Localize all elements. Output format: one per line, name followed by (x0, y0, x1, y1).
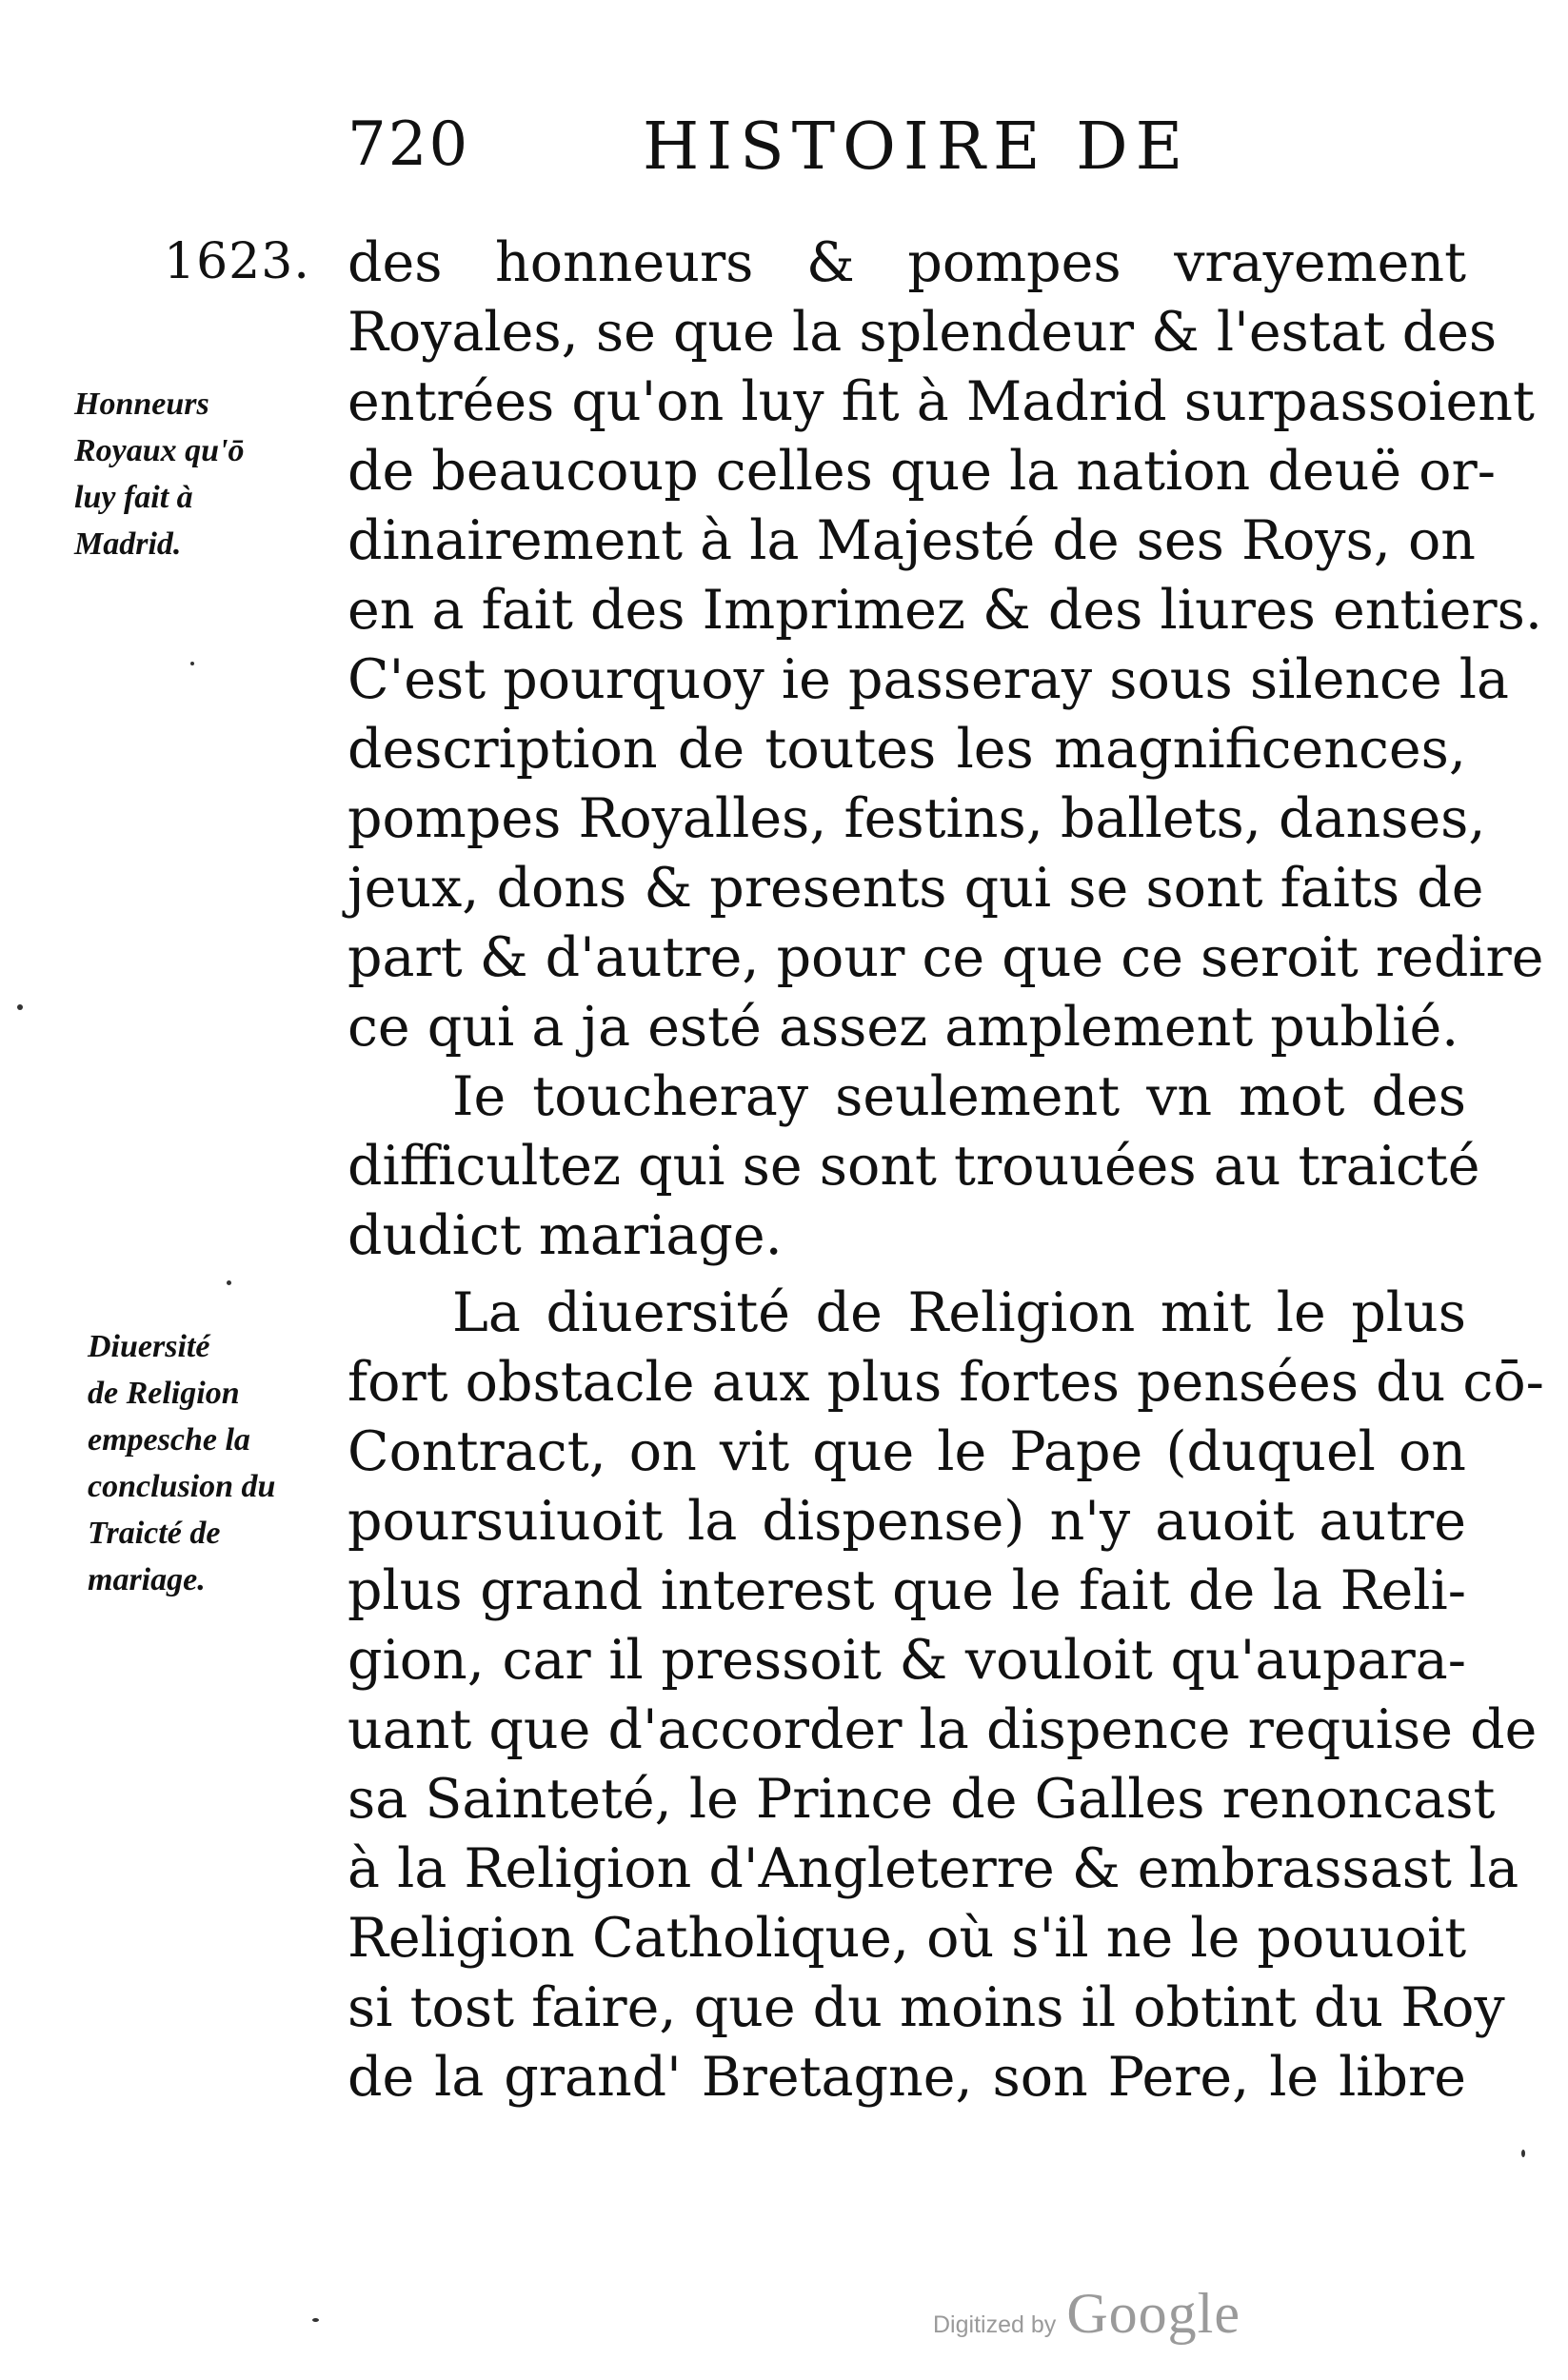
margin-year: 1623. (164, 233, 310, 290)
text-line: Contract, on vit que le Pape (duquel on (347, 1420, 1466, 1483)
google-logo: Google (1066, 2282, 1241, 2345)
ink-speck (190, 662, 194, 665)
text-line: dudict mariage. (347, 1204, 783, 1267)
running-title: HISTOIRE DE (643, 109, 1191, 185)
text-line: Ie toucheray seulement vn mot des (452, 1065, 1466, 1128)
ink-speck (227, 1280, 231, 1285)
text-line: jeux, dons & presents qui se sont faits de (347, 857, 1484, 920)
text-line: de beaucoup celles que la nation deuë or- (347, 440, 1496, 503)
text-line: C'est pourquoy ie passeray sous silence la (347, 648, 1510, 711)
google-watermark (933, 2281, 1241, 2347)
text-line: si tost faire, que du moins il obtint du Roy (347, 1976, 1505, 2039)
text-line: fort obstacle aux plus fortes pensées du cō- (347, 1351, 1544, 1414)
margin-note-line: mariage. (88, 1562, 206, 1597)
paragraph-2 (347, 1062, 1480, 1271)
margin-note-religion (88, 1323, 275, 1603)
paragraph-3 (347, 1279, 1544, 2112)
margin-note-line: Honneurs (74, 387, 209, 422)
text-line: à la Religion d'Angleterre & embrassast la (347, 1837, 1519, 1900)
text-line: gion, car il pressoit & vouloit qu'aupara- (347, 1629, 1466, 1692)
text-line: difficultez qui se sont trouuées au traicté (347, 1135, 1480, 1198)
text-line: poursuiuoit la dispense) n'y auoit autre (347, 1490, 1466, 1553)
margin-note-line: Madrid. (74, 526, 182, 562)
text-line: sa Sainteté, le Prince de Galles renoncast (347, 1768, 1496, 1831)
text-line: description de toutes les magnificences, (347, 718, 1466, 781)
ink-speck (312, 2318, 319, 2322)
page-number: 720 (347, 109, 470, 180)
text-line: Royales, se que la splendeur & l'estat des (347, 301, 1498, 364)
text-line: des honneurs & pompes vrayement (347, 231, 1466, 294)
margin-note-line: conclusion du (88, 1469, 276, 1504)
ink-speck (1521, 2150, 1525, 2157)
text-line: dinairement à la Majesté de ses Roys, on (347, 509, 1476, 572)
text-line: Religion Catholique, où s'il ne le pouuoit (347, 1907, 1467, 1970)
page-header (347, 109, 1261, 205)
text-line: ce qui a ja esté assez amplement publié. (347, 996, 1459, 1059)
margin-note-line: de Religion (88, 1376, 240, 1411)
text-line: La diuersité de Religion mit le plus (452, 1281, 1466, 1344)
watermark-prefix: Digitized by (933, 2311, 1057, 2338)
margin-note-line: Royaux qu'ō (74, 433, 245, 468)
margin-note-line: empesche la (88, 1422, 250, 1458)
text-line: entrées qu'on luy fit à Madrid surpassoient (347, 370, 1535, 433)
text-line: en a fait des Imprimez & des liures entiers. (347, 579, 1542, 642)
text-line: part & d'autre, pour ce que ce seroit redire (347, 926, 1544, 989)
margin-note-honneurs (74, 381, 245, 567)
margin-note-line: Traicté de (88, 1516, 221, 1551)
text-line: plus grand interest que le fait de la Reli- (347, 1559, 1466, 1622)
text-line: pompes Royalles, festins, ballets, danses, (347, 787, 1486, 850)
main-text (347, 228, 1544, 2112)
margin-note-line: Diuersité (88, 1329, 210, 1364)
text-line: uant que d'accorder la dispence requise de (347, 1698, 1538, 1761)
margin-note-line: luy fait à (74, 480, 193, 515)
paragraph-1 (347, 228, 1544, 1062)
ink-speck (17, 1004, 23, 1010)
text-line: de la grand' Bretagne, son Pere, le libre (347, 2046, 1466, 2109)
